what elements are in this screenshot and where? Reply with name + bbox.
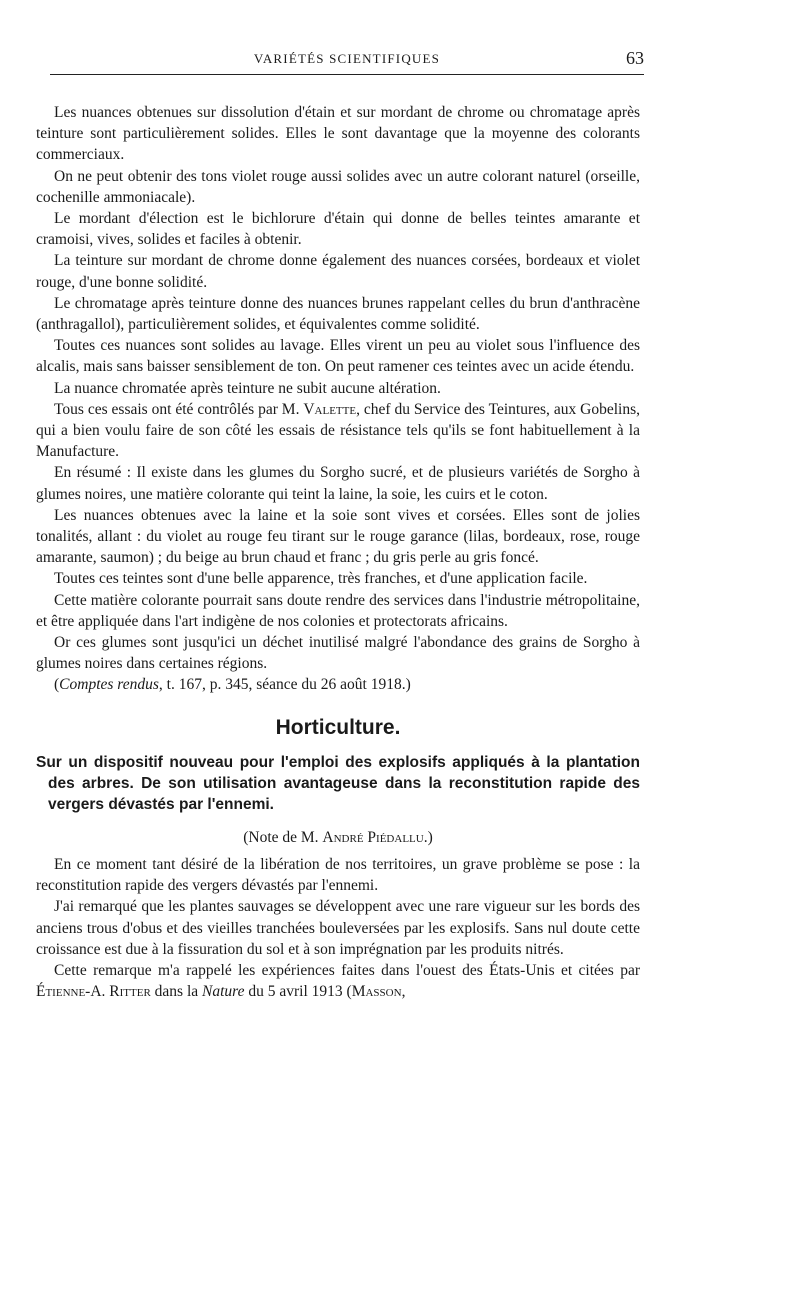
page-number: 63 <box>626 48 644 68</box>
paragraph: En résumé : Il existe dans les glumes du Sorgho sucré, et de plusieurs variétés de Sorgho à glumes noires, une matière colorante qui teint la laine, la soie, les cuirs et le coton. <box>36 464 640 503</box>
paragraph: Les nuances obtenues sur dissolution d'étain et sur mordant de chrome ou chromatage après teinture sont particulièrement solides. Elles le sont davantage que la moyenne des colorants commerciaux. <box>36 104 640 164</box>
citation <box>36 674 640 695</box>
text-run: Tous ces essais ont été contrôlés par M. <box>54 400 304 418</box>
text-run: du 5 avril 1913 ( <box>244 983 352 1001</box>
paragraph: Les nuances obtenues avec la laine et la soie sont vives et corsées. Elles sont de jolies tonalités, allant : du violet au rouge feu tirant sur le rouge garance (lilas, bordeaux, rose, rouge amarante, saumon) ; du beige au brun chaud et franc ; du gris perle au gris foncé. <box>36 506 640 567</box>
text-run: ( <box>54 676 60 694</box>
running-header <box>50 48 644 75</box>
person-name: Valette <box>303 400 357 418</box>
text-run: , <box>401 983 406 1001</box>
paragraph: La teinture sur mordant de chrome donne également des nuances corsées, bordeaux et violet rouge, d'une bonne solidité. <box>36 252 640 291</box>
paragraph: Le chromatage après teinture donne des nuances brunes rappelant celles du brun d'anthracène (anthragallol), particulièrement solides, et équivalentes comme solidité. <box>36 294 640 334</box>
text-run: dans la <box>150 983 203 1001</box>
text-run: .) <box>423 828 433 846</box>
author-name: André Piédallu <box>322 828 424 846</box>
paragraph: La nuance chromatée après teinture ne subit aucune altération. <box>54 379 441 397</box>
page-body <box>36 102 640 1002</box>
paragraph: J'ai remarqué que les plantes sauvages se développent avec une rare vigueur sur les bords des anciens trous d'obus et des vieilles tranchées bouleversées par les explosifs. Sans nul doute cette croissance est due à la fissuration du sol et à son imprégnation par les produits nitrés. <box>36 898 640 958</box>
text-run: , t. 167, p. 345, séance du 26 août 1918.) <box>158 676 411 694</box>
section-heading: Horticulture. <box>275 715 401 739</box>
running-title: VARIÉTÉS SCIENTIFIQUES <box>253 51 441 66</box>
journal-name: Comptes rendus <box>59 676 159 694</box>
paragraph: En ce moment tant désiré de la libération de nos territoires, un grave problème se pose : la reconstitution rapide des vergers dévastés par l'ennemi. <box>36 855 640 895</box>
paragraph: Cette matière colorante pourrait sans doute rendre des services dans l'industrie métropolitaine, et être appliquée dans l'art indigène de nos colonies et protectorats africains. <box>36 591 640 630</box>
article-title: Sur un dispositif nouveau pour l'emploi des explosifs appliqués à la plantation des arbres. De son utilisation avantageuse dans la reconstitution rapide des vergers dévastés par l'ennemi. <box>36 753 640 813</box>
paragraph: Le mordant d'élection est le bichlorure d'étain qui donne de belles teintes amarante et cramoisi, vives, solides et faciles à obtenir. <box>36 210 640 249</box>
paragraph-valette <box>36 399 640 463</box>
paragraph-last <box>36 960 640 1002</box>
journal-name: Nature <box>202 983 245 1001</box>
paragraph: On ne peut obtenir des tons violet rouge aussi solides avec un autre colorant naturel (orseille, cochenille ammoniacale). <box>36 167 640 206</box>
paragraph: Toutes ces teintes sont d'une belle apparence, très franches, et d'une application facile. <box>54 570 588 588</box>
person-name: Étienne-A. Ritter <box>36 983 151 1001</box>
text-run: Cette remarque m'a rappelé les expériences faites dans l'ouest des États-Unis et citées par <box>54 961 640 979</box>
publisher-name: Masson <box>351 983 402 1001</box>
paragraph: Or ces glumes sont jusqu'ici un déchet inutilisé malgré l'abondance des grains de Sorgho à glumes noires dans certaines régions. <box>36 634 640 673</box>
text-run: , chef du Service des Teintures, aux Gobelins, qui a bien voulu faire de son côté les essais de résistance tels qu'ils se font habituellement à la Manufacture. <box>36 400 640 461</box>
text-run: (Note de M. <box>243 828 323 846</box>
author-note <box>36 827 640 848</box>
paragraph: Toutes ces nuances sont solides au lavage. Elles virent un peu au violet sous l'influence des alcalis, mais sans baisser sensiblement de ton. On peut ramener ces teintes avec un acide étendu. <box>36 337 640 376</box>
